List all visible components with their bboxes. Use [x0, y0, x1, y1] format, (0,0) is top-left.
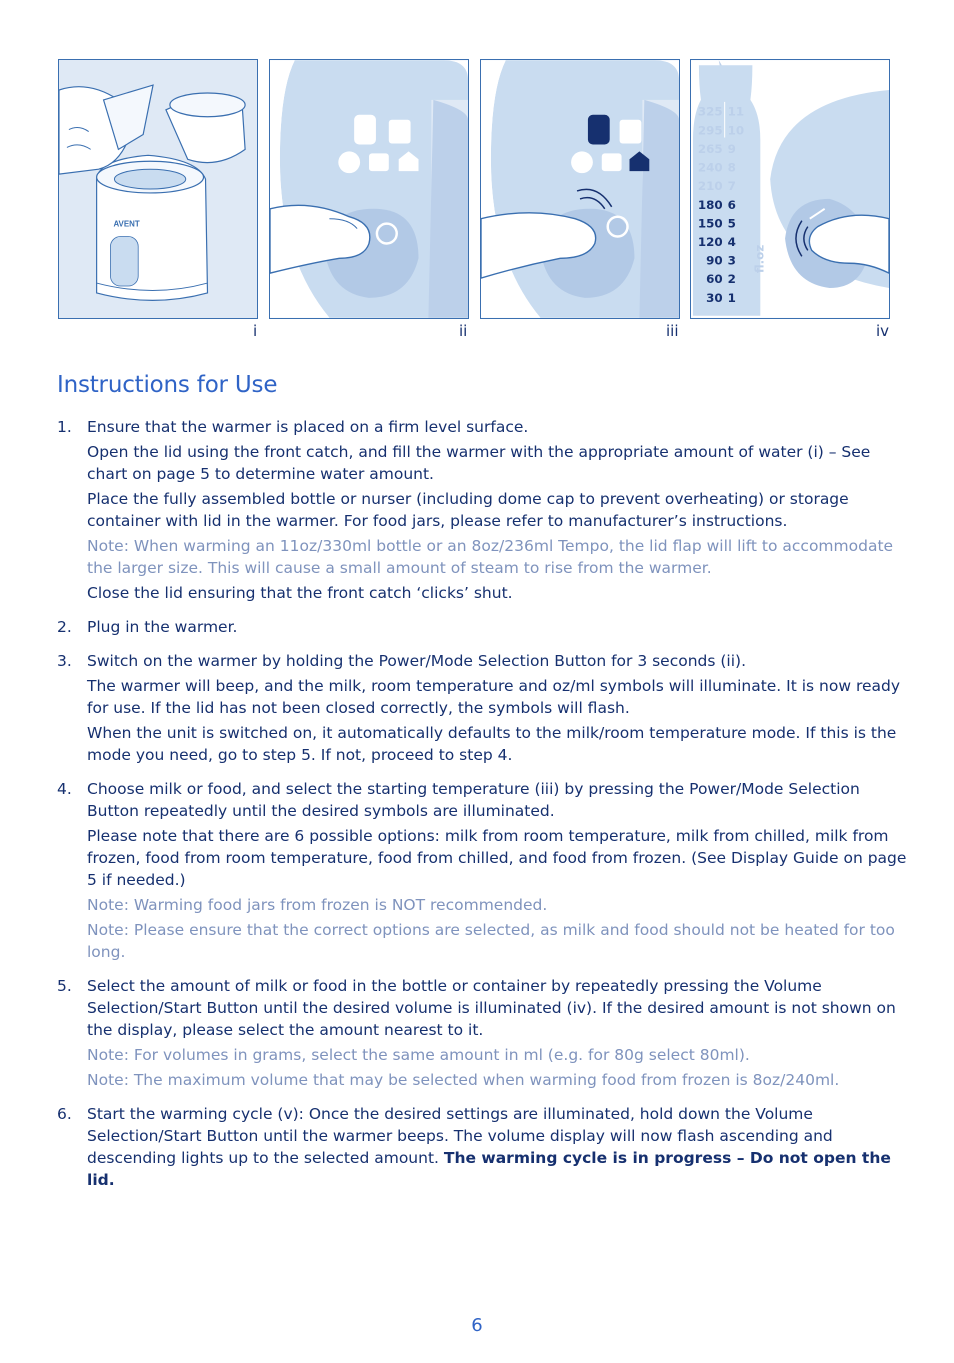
warmer-filling-illustration [59, 60, 257, 318]
step-note: Note: Warming food jars from frozen is NOT recommended. [87, 896, 548, 914]
food-jar-icon [389, 120, 411, 144]
panel-label-iv: iv [876, 322, 890, 340]
warning-text: The warming cycle is in progress – Do not open the lid. [87, 1149, 891, 1189]
volume-floz-11: 11 [727, 104, 745, 119]
step-5 [57, 975, 907, 1091]
step-number: 5. [57, 977, 72, 995]
step-text: The warmer will beep, and the milk, room temperature and oz/ml symbols will illuminate. It is now ready for use. If the lid has not been closed correctly, the symbols will flash. [87, 677, 901, 717]
volume-floz-8: 8 [727, 160, 736, 175]
illustration-panel-volume-select [690, 59, 890, 319]
step-2 [57, 616, 907, 638]
volume-floz-5: 5 [727, 216, 736, 231]
volume-floz-1: 1 [727, 290, 736, 305]
step-text: Ensure that the warmer is placed on a firm level surface. [87, 418, 529, 436]
panel-label-ii: ii [459, 322, 468, 340]
step-text: Choose milk or food, and select the starting temperature (iii) by pressing the Power/Mode Selection Button repeatedly until the desired symbols are illuminated. [87, 780, 860, 820]
volume-ml-295: 295 [697, 123, 723, 138]
step-number: 6. [57, 1105, 72, 1123]
snowflake-icon [338, 151, 360, 173]
mode-select-illustration [481, 60, 679, 318]
step-text [87, 1103, 907, 1191]
step-text: Close the lid ensuring that the front catch ‘clicks’ shut. [87, 584, 513, 602]
step-note: Note: When warming an 11oz/330ml bottle or an 8oz/236ml Tempo, the lid flap will lift to accommodate the larger size. This will cause a small amount of steam to rise from the warmer. [87, 537, 894, 577]
volume-ml-30: 30 [706, 290, 723, 305]
step-text: Switch on the warmer by holding the Power/Mode Selection Button for 3 seconds (ii). [87, 652, 747, 670]
illustration-panel-power-button [269, 59, 469, 319]
volume-ml-240: 240 [697, 160, 723, 175]
panel-label-i: i [253, 322, 258, 340]
instruction-steps [57, 416, 907, 1203]
volume-floz-2: 2 [727, 272, 736, 287]
step-4 [57, 778, 907, 963]
step-text: Please note that there are 6 possible options: milk from room temperature, milk from chilled, milk from frozen, food from room temperature, food from chilled, and food from frozen. (See Display Guide on page 5 if needed.) [87, 827, 907, 889]
step-6 [57, 1103, 907, 1191]
page-number: 6 [471, 1315, 483, 1336]
volume-floz-7: 7 [727, 179, 736, 194]
step-3 [57, 650, 907, 766]
step-note: Note: Please ensure that the correct options are selected, as milk and food should not be heated for too long. [87, 921, 895, 961]
step-1 [57, 416, 907, 604]
volume-ml-265: 265 [697, 141, 723, 156]
step-number: 2. [57, 618, 72, 636]
step-text: Select the amount of milk or food in the bottle or container by repeatedly pressing the Volume Selection/Start Button until the desired volume is illuminated (iv). If the desired amount is not shown on the display, please select the amount nearest to it. [87, 977, 896, 1039]
volume-floz-3: 3 [727, 253, 736, 268]
snowflake-icon [571, 151, 593, 173]
section-title: Instructions for Use [57, 372, 278, 398]
panel-label-iii: iii [666, 322, 679, 340]
volume-ml-90: 90 [706, 253, 723, 268]
power-button-illustration [270, 60, 468, 318]
volume-ml-325: 325 [697, 104, 723, 119]
step-text: When the unit is switched on, it automatically defaults to the milk/room temperature mode. If this is the mode you need, go to step 5. If not, proceed to step 4. [87, 724, 897, 764]
step-text: Start the warming cycle (v): Once the desired settings are illuminated, hold down the Volume Selection/Start Button until the warmer beeps. The volume display will now flash ascending and descending lights up to the selected amount. [87, 1105, 833, 1167]
volume-ml-60: 60 [706, 272, 723, 287]
floz-unit-label: fl.oz [752, 244, 767, 274]
step-text: Open the lid using the front catch, and fill the warmer with the appropriate amount of water (i) – See chart on page 5 to determine water amount. [87, 443, 871, 483]
step-number: 1. [57, 418, 72, 436]
fridge-icon [602, 153, 622, 171]
step-text: Place the fully assembled bottle or nurser (including dome cap to prevent overheating) or storage container with lid in the warmer. For food jars, please refer to manufacturer’s instructions. [87, 490, 849, 530]
illustration-panel-mode-select [480, 59, 680, 319]
volume-ml-150: 150 [697, 216, 723, 231]
step-number: 4. [57, 780, 72, 798]
brand-logo-text: AVENT [113, 219, 140, 229]
volume-ml-180: 180 [697, 197, 723, 212]
volume-floz-6: 6 [727, 197, 736, 212]
food-jar-icon [620, 120, 642, 144]
step-note: Note: The maximum volume that may be selected when warming food from frozen is 8oz/240ml. [87, 1071, 840, 1089]
ml-unit-label: ml [435, 256, 450, 274]
volume-floz-9: 9 [727, 141, 736, 156]
fridge-icon [369, 153, 389, 171]
milk-bottle-icon-lit [588, 115, 610, 145]
volume-floz-10: 10 [727, 123, 745, 138]
milk-bottle-icon [354, 115, 376, 145]
volume-select-illustration [691, 60, 889, 318]
step-note: Note: For volumes in grams, select the same amount in ml (e.g. for 80g select 80ml). [87, 1046, 750, 1064]
volume-ml-210: 210 [697, 179, 723, 194]
illustration-panel-fill-water [58, 59, 258, 319]
volume-floz-4: 4 [727, 235, 736, 250]
step-text: Plug in the warmer. [87, 618, 238, 636]
step-number: 3. [57, 652, 72, 670]
volume-ml-120: 120 [697, 235, 723, 250]
